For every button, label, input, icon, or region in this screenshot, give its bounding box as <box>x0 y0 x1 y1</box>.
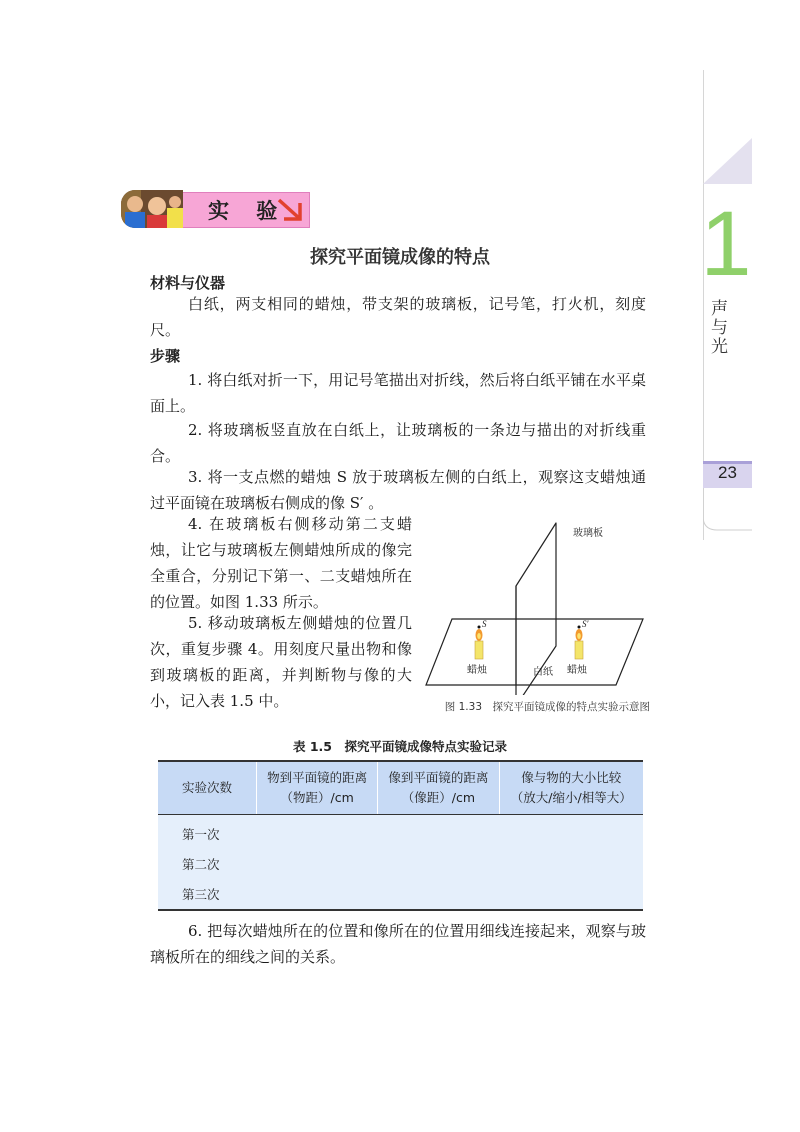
page-title: 探究平面镜成像的特点 <box>310 247 490 268</box>
white-paper-label: 白纸 <box>533 667 553 678</box>
chapter-title-char: 光 <box>711 337 728 357</box>
materials-heading: 材料与仪器 <box>150 274 226 292</box>
chapter-title <box>711 300 731 357</box>
trial-label: 第一次 <box>182 827 220 842</box>
glass-plate-label: 玻璃板 <box>573 528 603 539</box>
empty-cell <box>257 879 378 910</box>
chapter-number: 1 <box>700 193 752 295</box>
step-item: 5. 移动玻璃板左侧蜡烛的位置几次，重复步骤 4。用刻度尺量出物和像到玻璃板的距离，并判断物与像的大小，记入表 1.5 中。 <box>150 614 412 710</box>
experiment-banner-label: 实 验 <box>208 199 288 223</box>
margin-fold-decoration <box>703 488 752 534</box>
table-row <box>158 879 643 910</box>
margin-triangle-decoration <box>703 138 752 184</box>
experiment-diagram <box>418 515 650 695</box>
empty-cell <box>378 815 499 850</box>
table-row <box>158 815 643 850</box>
left-candle-label: 蜡烛 <box>467 665 487 676</box>
chapter-title-char: 与 <box>711 318 728 338</box>
empty-cell <box>499 879 643 910</box>
empty-cell <box>257 849 378 879</box>
empty-cell <box>499 849 643 879</box>
right-candle <box>575 626 583 660</box>
column-header-size-comparison: 像与物的大小比较 （放大/缩小/相等大） <box>499 761 643 815</box>
figure-caption: 图 1.33 探究平面镜成像的特点实验示意图 <box>444 701 650 713</box>
step-item: 4. 在玻璃板右侧移动第二支蜡烛，让它与玻璃板左侧蜡烛所成的像完全重合，分别记下第一、二支蜡烛所在的位置。如图 1.33 所示。 <box>150 515 412 611</box>
step-item: 6. 把每次蜡烛所在的位置和像所在的位置用细线连接起来，观察与玻璃板所在的细线之间的关系。 <box>150 922 646 966</box>
page-number: 23 <box>718 463 737 482</box>
column-header-trial: 实验次数 <box>158 761 257 815</box>
steps-heading: 步骤 <box>150 347 181 365</box>
empty-cell <box>378 879 499 910</box>
empty-cell <box>257 815 378 850</box>
table-row <box>158 849 643 879</box>
column-header-object-distance: 物到平面镜的距离 （物距）/cm <box>257 761 378 815</box>
table-caption: 表 1.5 探究平面镜成像特点实验记录 <box>293 739 507 754</box>
step-item: 1. 将白纸对折一下，用记号笔描出对折线，然后将白纸平铺在水平桌面上。 <box>150 371 646 415</box>
table-header-row <box>158 761 643 815</box>
empty-cell <box>378 849 499 879</box>
experiment-record-table <box>158 760 643 911</box>
right-candle-label: 蜡烛 <box>567 665 587 676</box>
image-s-prime-label: S′ <box>582 619 589 629</box>
left-candle <box>475 626 483 660</box>
empty-cell <box>499 815 643 850</box>
column-header-image-distance: 像到平面镜的距离 （像距）/cm <box>378 761 499 815</box>
object-s-label: S <box>482 619 487 629</box>
banner-photo <box>121 190 183 228</box>
step-item: 3. 将一支点燃的蜡烛 S 放于玻璃板左侧的白纸上，观察这支蜡烛通过平面镜在玻璃板右侧成的像 S′ 。 <box>150 468 646 512</box>
trial-label: 第三次 <box>158 879 257 910</box>
materials-text: 白纸，两支相同的蜡烛，带支架的玻璃板，记号笔，打火机，刻度尺。 <box>150 295 646 339</box>
trial-label: 第二次 <box>182 857 220 872</box>
step-item: 2. 将玻璃板竖直放在白纸上，让玻璃板的一条边与描出的对折线重合。 <box>150 421 646 465</box>
chapter-title-char: 声 <box>711 299 728 319</box>
arrow-down-right-icon <box>276 197 304 223</box>
